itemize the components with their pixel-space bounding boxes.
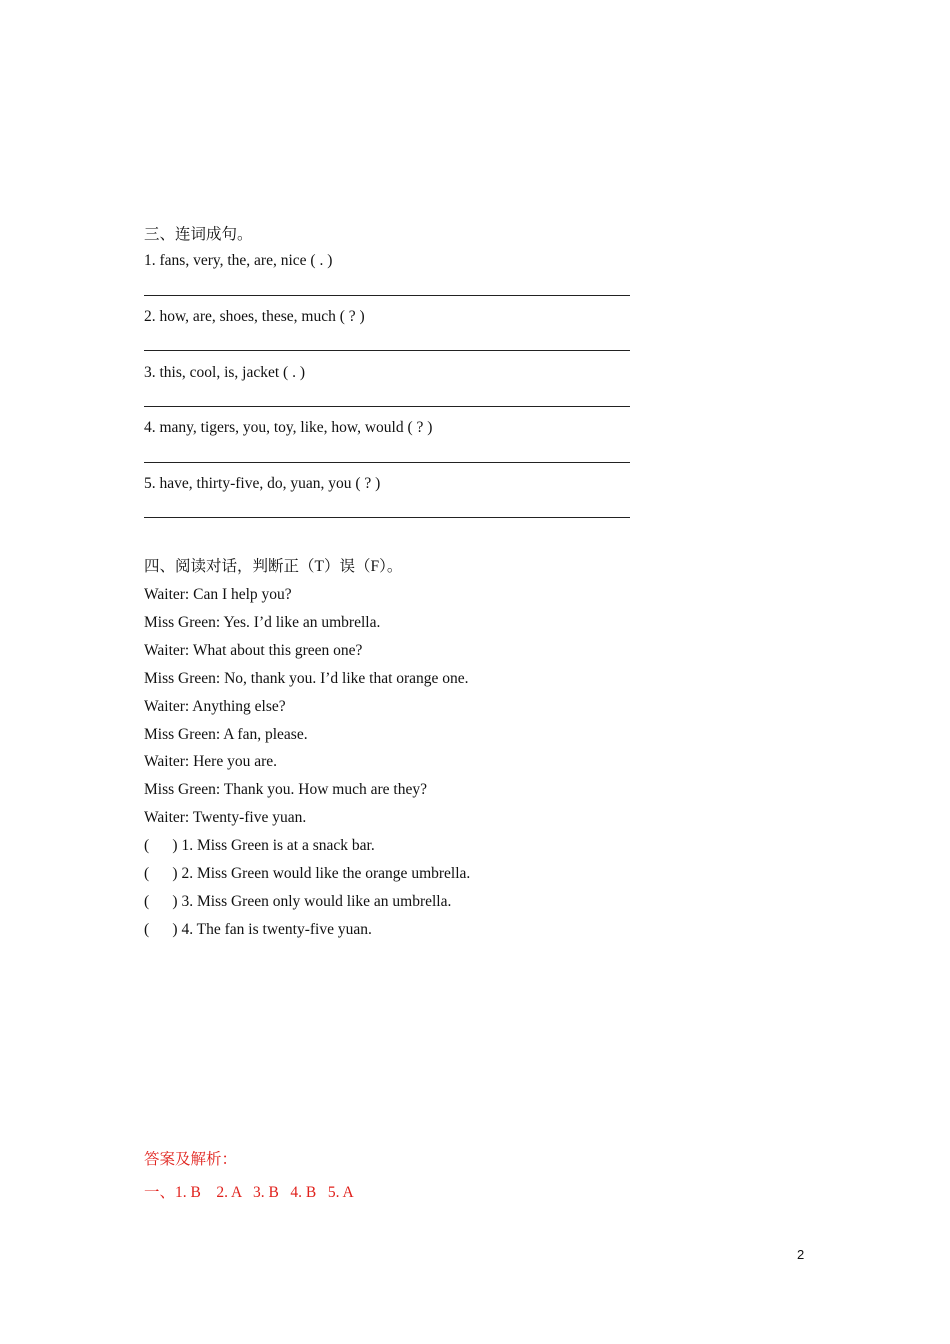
section3-item-1: 1. fans, very, the, are, nice ( . ) <box>144 252 333 269</box>
answers-line-1: 一、1. B 2. A 3. B 4. B 5. A <box>144 1184 354 1201</box>
section3-item-5: 5. have, thirty-five, do, yuan, you ( ? ) <box>144 475 381 492</box>
section3-item-2: 2. how, are, shoes, these, much ( ? ) <box>144 308 365 325</box>
section4-title: 四、阅读对话，判断正（T）误（F）。 <box>144 558 403 575</box>
dialogue-line: Miss Green: No, thank you. I’d like that orange one. <box>144 670 469 687</box>
answer-line-4 <box>144 462 630 463</box>
dialogue-line: Miss Green: Yes. I’d like an umbrella. <box>144 614 381 631</box>
page-number: 2 <box>797 1247 805 1262</box>
judgement-item-4: ( ) 4. The fan is twenty-five yuan. <box>144 921 372 938</box>
answer-line-1 <box>144 295 630 296</box>
answer-line-5 <box>144 517 630 518</box>
dialogue-line: Miss Green: Thank you. How much are they? <box>144 781 427 798</box>
dialogue-line: Waiter: Can I help you? <box>144 586 292 603</box>
section3-title: 三、连词成句。 <box>144 226 253 243</box>
judgement-item-1: ( ) 1. Miss Green is at a snack bar. <box>144 837 375 854</box>
dialogue-line: Waiter: Anything else? <box>144 698 286 715</box>
section3-item-3: 3. this, cool, is, jacket ( . ) <box>144 364 305 381</box>
judgement-item-2: ( ) 2. Miss Green would like the orange umbrella. <box>144 865 471 882</box>
judgement-item-3: ( ) 3. Miss Green only would like an umbrella. <box>144 893 452 910</box>
answers-title: 答案及解析： <box>144 1151 238 1168</box>
dialogue-line: Waiter: What about this green one? <box>144 642 363 659</box>
section3-item-4: 4. many, tigers, you, toy, like, how, would ( ? ) <box>144 419 433 436</box>
answer-line-3 <box>144 406 630 407</box>
dialogue-line: Miss Green: A fan, please. <box>144 726 308 743</box>
dialogue-line: Waiter: Here you are. <box>144 753 278 770</box>
answer-line-2 <box>144 350 630 351</box>
dialogue-line: Waiter: Twenty-five yuan. <box>144 809 307 826</box>
